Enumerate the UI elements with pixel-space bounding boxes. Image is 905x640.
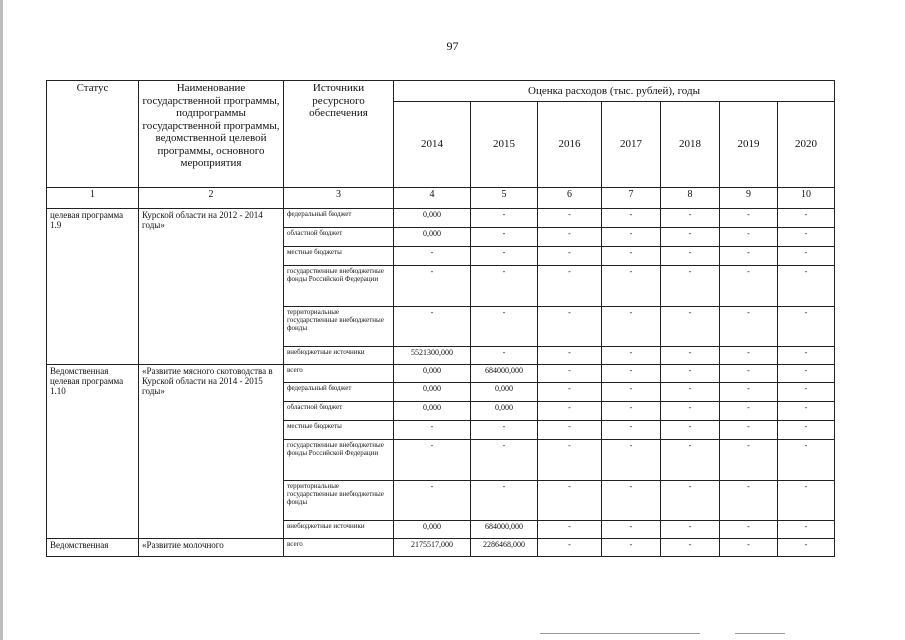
funding-source: территориальные государственные внебюджетные фонды xyxy=(284,307,394,347)
expense-value: - xyxy=(720,421,778,440)
expense-value: - xyxy=(778,383,835,402)
column-number: 3 xyxy=(284,188,394,209)
expense-value: - xyxy=(602,402,661,421)
expense-value: - xyxy=(720,521,778,539)
expense-value: - xyxy=(538,440,602,481)
expense-value: - xyxy=(720,383,778,402)
expense-value: - xyxy=(661,383,720,402)
expense-value: 2286468,000 xyxy=(471,539,538,557)
expense-value: - xyxy=(538,228,602,247)
expense-value: - xyxy=(720,266,778,307)
expense-value: - xyxy=(661,228,720,247)
header-year: 2014 xyxy=(394,101,471,187)
expense-value: - xyxy=(538,421,602,440)
expense-value: 0,000 xyxy=(394,521,471,539)
expense-value: - xyxy=(602,440,661,481)
expense-value: 0,000 xyxy=(471,402,538,421)
expense-value: - xyxy=(471,247,538,266)
expense-value: - xyxy=(394,307,471,347)
expense-value: - xyxy=(720,539,778,557)
expense-value: - xyxy=(778,365,835,383)
column-number: 4 xyxy=(394,188,471,209)
expense-value: - xyxy=(661,307,720,347)
header-year: 2017 xyxy=(602,101,661,187)
expense-value: - xyxy=(778,307,835,347)
column-number: 10 xyxy=(778,188,835,209)
expense-value: - xyxy=(538,521,602,539)
expense-value: - xyxy=(471,481,538,521)
column-number: 8 xyxy=(661,188,720,209)
expense-value: 684000,000 xyxy=(471,365,538,383)
expense-value: - xyxy=(661,521,720,539)
scan-edge xyxy=(0,0,3,640)
expense-value: 5521300,000 xyxy=(394,347,471,365)
expense-value: 0,000 xyxy=(394,402,471,421)
expense-value: - xyxy=(778,266,835,307)
header-program-name: Наименование государственной программы, подпрограммы государственной программы, ведомственной целевой программы, основного мероприятия xyxy=(139,81,284,188)
expense-value: - xyxy=(778,440,835,481)
expense-value: - xyxy=(538,481,602,521)
expense-value: - xyxy=(602,365,661,383)
expense-value: - xyxy=(661,440,720,481)
page-number: 97 xyxy=(446,39,459,53)
expense-value: - xyxy=(720,247,778,266)
expense-value: - xyxy=(394,421,471,440)
expense-value: - xyxy=(602,307,661,347)
expense-value: - xyxy=(661,365,720,383)
expense-estimate-table xyxy=(46,80,835,557)
expense-value: - xyxy=(602,228,661,247)
scan-artifact xyxy=(735,633,785,634)
expense-value: - xyxy=(471,421,538,440)
funding-source: всего xyxy=(284,365,394,383)
expense-value: 684000,000 xyxy=(471,521,538,539)
expense-value: - xyxy=(720,440,778,481)
expense-value: - xyxy=(778,228,835,247)
expense-value: - xyxy=(778,481,835,521)
program-status: Ведомственная целевая программа 1.10 xyxy=(47,365,139,539)
funding-source: областной бюджет xyxy=(284,402,394,421)
expense-value: - xyxy=(720,402,778,421)
expense-value: - xyxy=(394,481,471,521)
expense-value: 0,000 xyxy=(471,383,538,402)
expense-value: - xyxy=(538,307,602,347)
expense-value: 0,000 xyxy=(394,383,471,402)
expense-value: - xyxy=(471,209,538,228)
program-status: целевая программа 1.9 xyxy=(47,209,139,365)
expense-value: - xyxy=(661,481,720,521)
funding-source: местные бюджеты xyxy=(284,421,394,440)
expense-value: - xyxy=(661,247,720,266)
expense-value: - xyxy=(661,402,720,421)
expense-value: - xyxy=(602,481,661,521)
column-number: 1 xyxy=(47,188,139,209)
expense-value: - xyxy=(471,228,538,247)
expense-value: - xyxy=(661,421,720,440)
funding-source: федеральный бюджет xyxy=(284,209,394,228)
funding-source: федеральный бюджет xyxy=(284,383,394,402)
table-row xyxy=(47,539,835,557)
expense-value: - xyxy=(538,347,602,365)
expense-value: - xyxy=(471,347,538,365)
expense-value: - xyxy=(720,228,778,247)
funding-source: областной бюджет xyxy=(284,228,394,247)
expense-value: - xyxy=(661,347,720,365)
funding-source: местные бюджеты xyxy=(284,247,394,266)
expense-value: - xyxy=(602,266,661,307)
program-status: Ведомственная xyxy=(47,539,139,557)
expense-value: - xyxy=(720,307,778,347)
expense-value: - xyxy=(471,307,538,347)
header-year: 2020 xyxy=(778,101,835,187)
column-number: 2 xyxy=(139,188,284,209)
expense-value: - xyxy=(778,521,835,539)
expense-value: - xyxy=(602,539,661,557)
column-number: 5 xyxy=(471,188,538,209)
expense-value: - xyxy=(602,421,661,440)
expense-value: - xyxy=(394,440,471,481)
expense-value: - xyxy=(720,347,778,365)
funding-source: государственные внебюджетные фонды Российской Федерации xyxy=(284,266,394,307)
expense-value: - xyxy=(602,209,661,228)
expense-value: - xyxy=(602,347,661,365)
expense-value: - xyxy=(661,209,720,228)
header-sources: Источники ресурсного обеспечения xyxy=(284,81,394,188)
scan-artifact xyxy=(540,633,700,634)
expense-value: 2175517,000 xyxy=(394,539,471,557)
expense-value: - xyxy=(661,266,720,307)
column-number-row xyxy=(47,188,835,209)
header-year: 2015 xyxy=(471,101,538,187)
expense-value: - xyxy=(778,421,835,440)
funding-source: внебюджетные источники xyxy=(284,521,394,539)
funding-source: государственные внебюджетные фонды Российской Федерации xyxy=(284,440,394,481)
program-name: «Развитие молочного xyxy=(139,539,284,557)
expense-value: - xyxy=(778,209,835,228)
table-row xyxy=(47,365,835,383)
expense-value: - xyxy=(538,209,602,228)
expense-value: - xyxy=(602,247,661,266)
program-name: Курской области на 2012 - 2014 годы» xyxy=(139,209,284,365)
expense-value: - xyxy=(778,247,835,266)
funding-source: территориальные государственные внебюджетные фонды xyxy=(284,481,394,521)
funding-source: внебюджетные источники xyxy=(284,347,394,365)
expense-value: - xyxy=(538,539,602,557)
expense-value: - xyxy=(720,481,778,521)
expense-value: - xyxy=(720,365,778,383)
column-number: 7 xyxy=(602,188,661,209)
expense-value: - xyxy=(538,402,602,421)
expense-value: - xyxy=(602,521,661,539)
expense-value: - xyxy=(394,266,471,307)
expense-value: - xyxy=(778,402,835,421)
column-number: 6 xyxy=(538,188,602,209)
header-status: Статус xyxy=(47,81,139,188)
expense-value: - xyxy=(602,383,661,402)
expense-value: - xyxy=(720,209,778,228)
expense-value: - xyxy=(661,539,720,557)
header-year: 2018 xyxy=(661,101,720,187)
expense-value: - xyxy=(538,383,602,402)
program-name: «Развитие мясного скотоводства в Курской области на 2014 - 2015 годы» xyxy=(139,365,284,539)
header-expense-group: Оценка расходов (тыс. рублей), годы xyxy=(394,81,835,102)
expense-value: - xyxy=(778,539,835,557)
expense-value: - xyxy=(538,365,602,383)
table-row xyxy=(47,209,835,228)
funding-source: всего xyxy=(284,539,394,557)
expense-value: 0,000 xyxy=(394,365,471,383)
header-year: 2019 xyxy=(720,101,778,187)
expense-value: - xyxy=(394,247,471,266)
header-year: 2016 xyxy=(538,101,602,187)
expense-value: 0,000 xyxy=(394,228,471,247)
expense-value: - xyxy=(538,247,602,266)
expense-value: - xyxy=(778,347,835,365)
column-number: 9 xyxy=(720,188,778,209)
expense-value: - xyxy=(471,440,538,481)
expense-value: 0,000 xyxy=(394,209,471,228)
expense-value: - xyxy=(471,266,538,307)
expense-value: - xyxy=(538,266,602,307)
